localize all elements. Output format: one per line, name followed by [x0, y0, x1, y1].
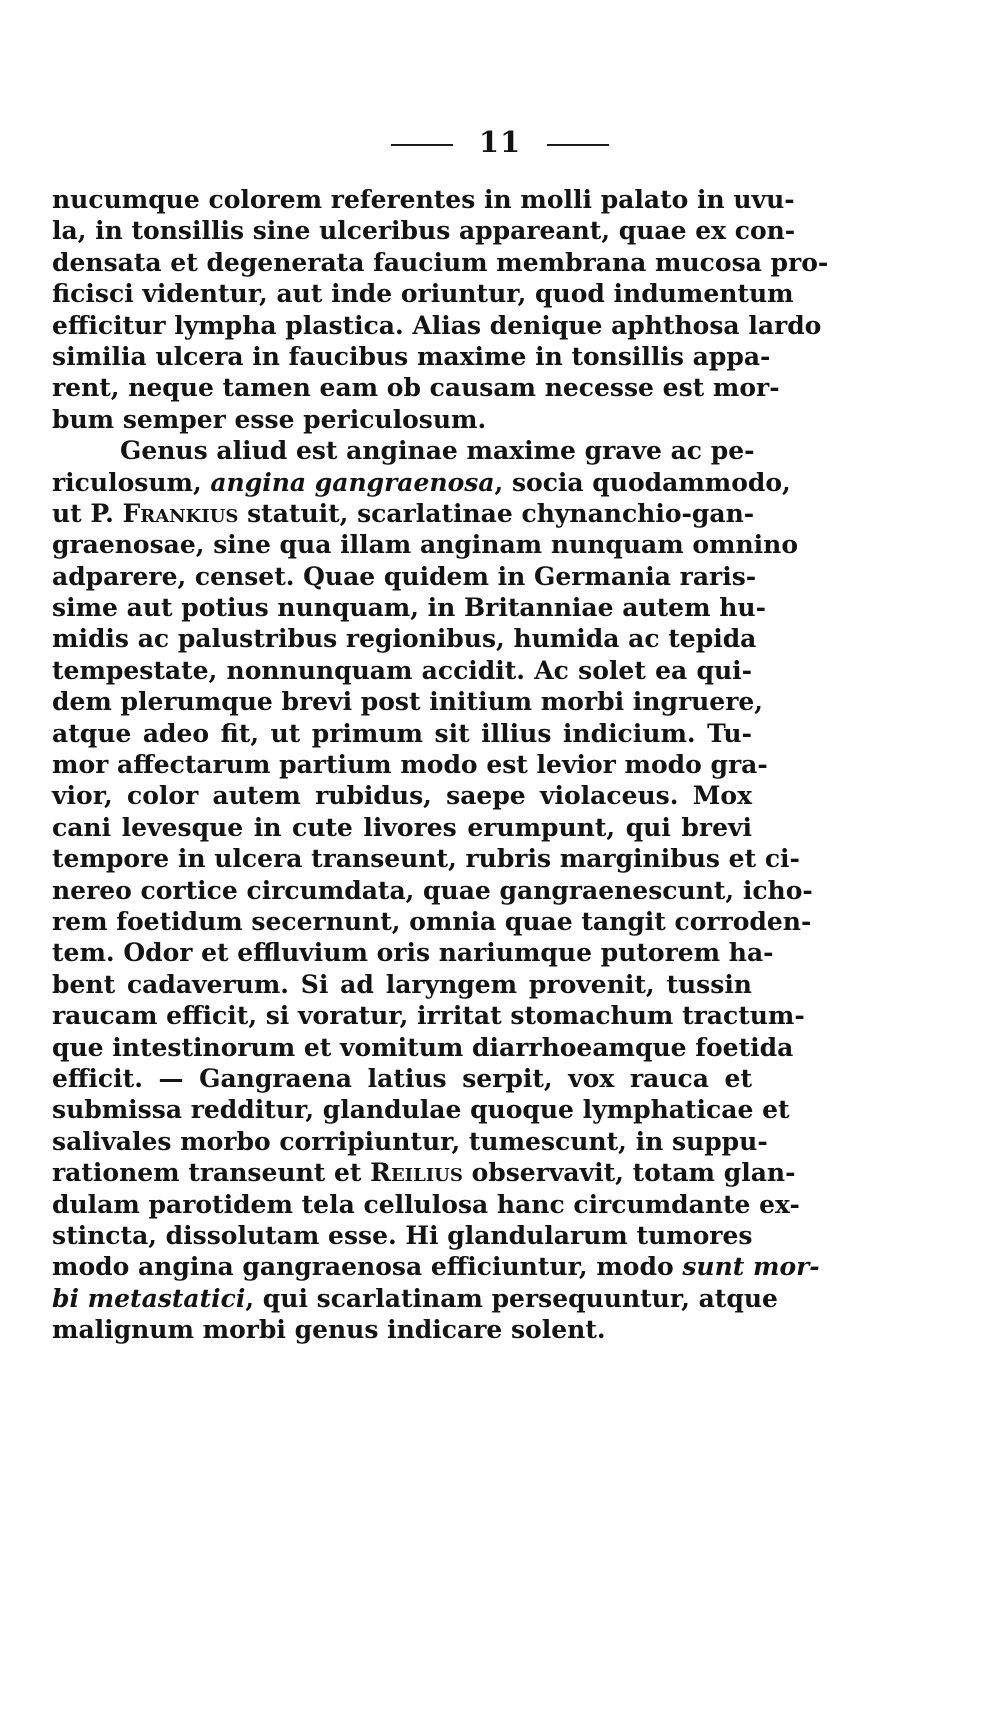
text-segment: midis ac palustribus regionibus, humida ac tepida — [52, 624, 757, 654]
text-line — [52, 749, 768, 780]
text-segment: dulam parotidem tela cellulosa hanc circumdante ex- — [52, 1189, 800, 1219]
text-line — [52, 1032, 794, 1063]
text-segment: sunt mor- — [682, 1252, 820, 1282]
text-line — [52, 1314, 752, 1345]
text-segment: vior, color autem rubidus, saepe violaceus. Mox — [52, 781, 752, 811]
text-line — [52, 372, 780, 403]
text-segment: rent, neque tamen eam ob causam necesse est mor- — [52, 373, 780, 403]
text-line — [52, 435, 755, 466]
text-segment: graenosae, sine qua illam anginam nunquam omnino — [52, 530, 799, 560]
text-line — [52, 215, 796, 246]
text-line — [52, 498, 755, 529]
text-segment: tempestate, nonnunquam accidit. Ac solet ea qui- — [52, 655, 752, 685]
text-segment: , qui scarlatinam persequuntur, atque — [245, 1283, 778, 1313]
text-segment: Frankius — [122, 498, 239, 528]
text-line — [52, 1283, 778, 1314]
text-segment: rationem transeunt et — [52, 1158, 371, 1188]
text-segment: tem. Odor et effluvium oris nariumque putorem ha- — [52, 938, 774, 968]
text-segment: adparere, censet. Quae quidem in Germania raris- — [52, 561, 757, 591]
text-line — [52, 1251, 820, 1282]
page-number: 11 — [478, 125, 522, 159]
text-line — [52, 843, 800, 874]
text-line — [52, 875, 813, 906]
text-line — [52, 937, 774, 968]
text-segment: dem plerumque brevi post initium morbi ingruere, — [52, 687, 763, 717]
text-segment: cani levesque in cute livores erumpunt, qui brevi — [52, 812, 752, 842]
text-line — [52, 592, 766, 623]
text-segment: riculosum, — [52, 467, 211, 497]
body-text — [52, 184, 829, 1345]
text-segment: , socia quodammodo, — [494, 467, 791, 497]
text-segment: tempore in ulcera transeunt, rubris marginibus et ci- — [52, 844, 800, 874]
header-rule-right — [547, 144, 609, 146]
text-segment: salivales morbo corripiuntur, tumescunt, in suppu- — [52, 1126, 768, 1156]
text-line — [52, 1220, 752, 1251]
text-segment: statuit, scarlatinae chynanchio-gan- — [238, 498, 755, 528]
text-line — [52, 718, 752, 749]
page-header — [0, 122, 1000, 162]
text-line — [52, 278, 794, 309]
text-line — [52, 529, 799, 560]
text-segment: malignum morbi genus indicare solent. — [52, 1315, 606, 1345]
text-segment: bi metastatici — [52, 1283, 246, 1313]
text-segment: nereo cortice circumdata, quae gangraenescunt, icho- — [52, 875, 813, 905]
text-segment: sime aut potius nunquam, in Britanniae autem hu- — [52, 593, 766, 623]
text-line — [52, 1000, 805, 1031]
text-segment: nucumque colorem referentes in molli palato in uvu- — [52, 185, 795, 214]
text-line — [52, 1189, 800, 1220]
text-segment: Reilius — [370, 1158, 463, 1188]
text-segment: efficit. — Gangraena latius serpit, vox rauca et — [52, 1063, 752, 1093]
text-line — [52, 780, 752, 811]
text-line — [52, 686, 763, 717]
text-line — [52, 341, 771, 372]
text-segment: modo angina gangraenosa efficiuntur, modo — [52, 1252, 683, 1282]
text-line — [52, 247, 829, 278]
text-line — [52, 184, 795, 215]
text-line — [52, 906, 812, 937]
text-segment: submissa redditur, glandulae quoque lymphaticae et — [52, 1095, 790, 1125]
text-segment: mor affectarum partium modo est levior modo gra- — [52, 750, 768, 780]
text-segment: ficisci videntur, aut inde oriuntur, quod indumentum — [52, 279, 794, 309]
text-segment: efficitur lympha plastica. Alias denique aphthosa lardo — [52, 310, 822, 340]
text-segment: rem foetidum secernunt, omnia quae tangit corroden- — [52, 906, 812, 936]
text-segment: ut P. — [52, 498, 123, 528]
text-line — [52, 655, 752, 686]
header-rule-left — [391, 144, 453, 146]
text-line — [52, 812, 752, 843]
text-line — [52, 623, 757, 654]
text-segment: bum semper esse periculosum. — [52, 404, 487, 434]
text-line — [52, 1063, 752, 1094]
text-segment: bent cadaverum. Si ad laryngem provenit, tussin — [52, 969, 752, 999]
text-segment: la, in tonsillis sine ulceribus appareant, quae ex con- — [52, 216, 796, 246]
text-line — [52, 404, 752, 435]
text-line — [52, 561, 757, 592]
text-line — [52, 1157, 796, 1188]
text-segment: densata et degenerata faucium membrana mucosa pro- — [52, 247, 829, 277]
text-segment: observavit, totam glan- — [462, 1158, 796, 1188]
text-segment: angina gangraenosa — [210, 467, 495, 497]
text-segment: stincta, dissolutam esse. Hi glandularum tumores — [52, 1220, 753, 1250]
text-line — [52, 310, 822, 341]
text-line — [52, 467, 791, 498]
text-line — [52, 969, 752, 1000]
text-segment: atque adeo fit, ut primum sit illius indicium. Tu- — [52, 718, 752, 748]
text-segment: similia ulcera in faucibus maxime in tonsillis appa- — [52, 341, 771, 371]
text-segment: Genus aliud est anginae maxime grave ac pe- — [120, 436, 755, 466]
text-segment: que intestinorum et vomitum diarrhoeamque foetida — [52, 1032, 794, 1062]
text-segment: raucam efficit, si voratur, irritat stomachum tractum- — [52, 1001, 805, 1031]
text-line — [52, 1094, 790, 1125]
text-line — [52, 1126, 768, 1157]
